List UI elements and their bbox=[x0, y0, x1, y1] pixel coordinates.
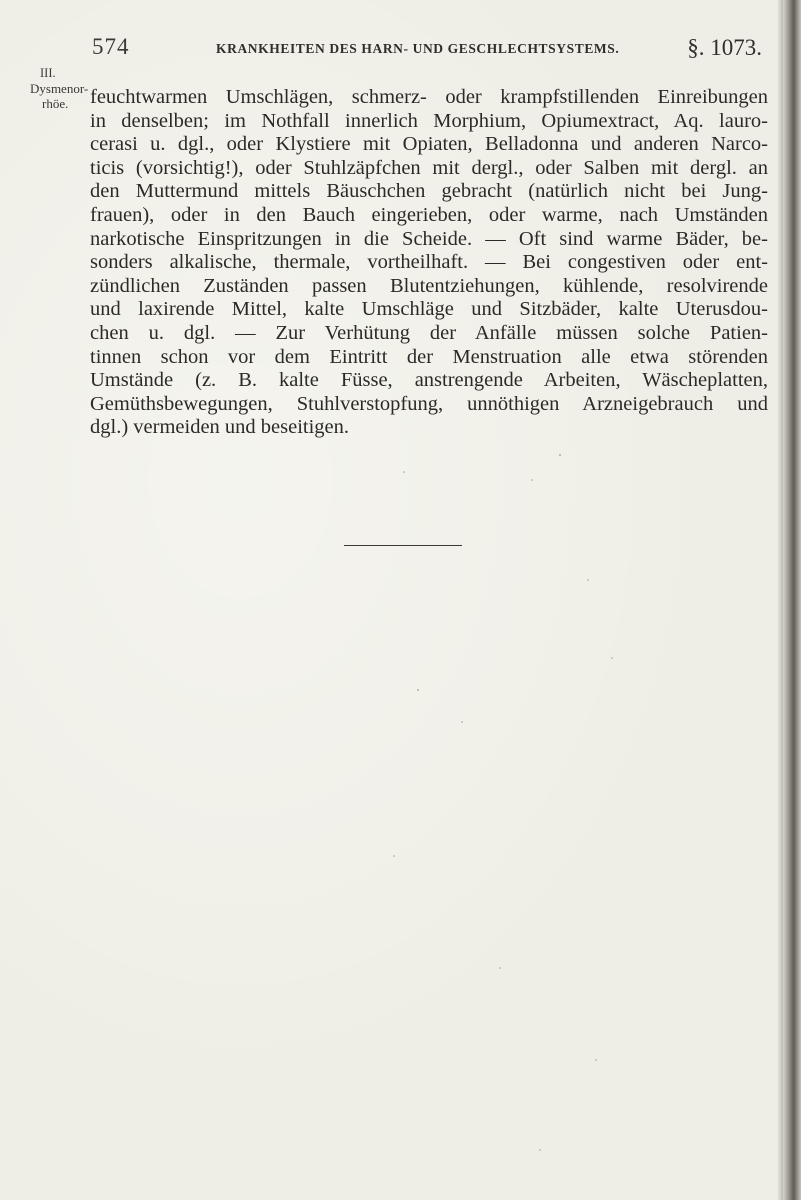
text-line: chen u. dgl. — Zur Verhütung der Anfälle müssen solche Patien- bbox=[90, 321, 768, 344]
text-line: ticis (vorsichtig!), oder Stuhlzäpfchen mit dergl., oder Salben mit dergl. an bbox=[90, 156, 768, 179]
text-line: sonders alkalische, thermale, vortheilhaft. — Bei congestiven oder ent- bbox=[90, 251, 768, 274]
margin-note-line: III. bbox=[40, 66, 56, 80]
running-title: KRANKHEITEN DES HARN- UND GESCHLECHTSYSTEMS. bbox=[216, 41, 620, 56]
text-line: Umstände (z. B. kalte Füsse, anstrengende Arbeiten, Wäscheplatten, bbox=[90, 369, 768, 392]
margin-note bbox=[32, 66, 88, 111]
margin-note-line: Dysmenor- bbox=[30, 81, 89, 96]
body-paragraph bbox=[90, 86, 768, 440]
text-line: narkotische Einspritzungen in die Scheide. — Oft sind warme Bäder, be- bbox=[90, 227, 768, 250]
text-line: frauen), oder in den Bauch eingerieben, oder warme, nach Umständen bbox=[90, 203, 768, 226]
page-header bbox=[88, 34, 768, 68]
text-line: in denselben; im Nothfall innerlich Morphium, Opiumextract, Aq. lauro- bbox=[90, 109, 768, 132]
section-divider-rule bbox=[344, 545, 462, 546]
section-number: §. 1073. bbox=[687, 35, 762, 60]
text-line: feuchtwarmen Umschlägen, schmerz- oder krampfstillenden Einreibungen bbox=[90, 86, 768, 108]
margin-note-line: rhöe. bbox=[42, 96, 69, 111]
text-line: Gemüthsbewegungen, Stuhlverstopfung, unnöthigen Arzneigebrauch und bbox=[90, 392, 768, 415]
text-line: und laxirende Mittel, kalte Umschläge und Sitzbäder, kalte Uterusdou- bbox=[90, 298, 768, 321]
text-line: den Muttermund mittels Bäuschchen gebracht (natürlich nicht bei Jung- bbox=[90, 180, 768, 203]
text-line: cerasi u. dgl., oder Klystiere mit Opiaten, Belladonna und anderen Narco- bbox=[90, 133, 768, 156]
text-line: tinnen schon vor dem Eintritt der Menstruation alle etwa störenden bbox=[90, 345, 768, 368]
page-number: 574 bbox=[92, 34, 130, 59]
text-line: dgl.) vermeiden und beseitigen. bbox=[90, 416, 350, 439]
text-line: zündlichen Zuständen passen Blutentziehungen, kühlende, resolvirende bbox=[90, 274, 768, 297]
book-spine bbox=[783, 0, 801, 1200]
